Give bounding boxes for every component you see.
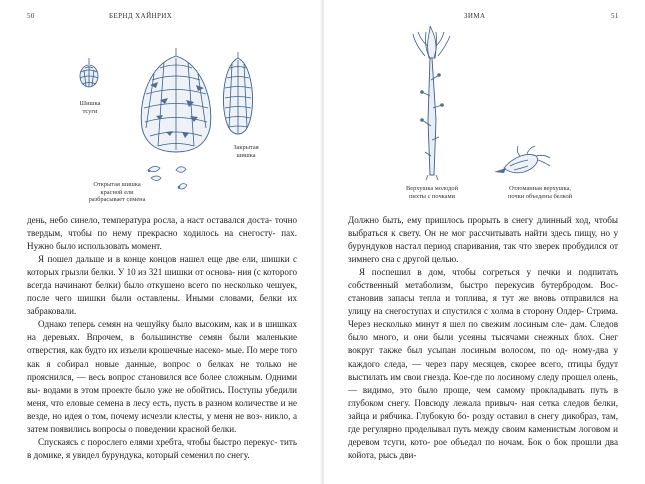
running-head-right: ЗИМА [464,12,486,20]
paragraph: Однако теперь семян на чешуйку было высоким, как и в шишках на деревьях. Впрочем, в большинстве семян были маленькие отверстия, как будто их изъели крошечные насеко- мые. По мере того как я собирал новые данные, вопрос о белках не только не прояснился, — весь вопрос становился все более сложным. Одними вы- водами в этом проекте было уже не обойтись. Поступы убедили меня, что еловые семена в лесу есть, пусть в разном количестве и не везде, но идея о том, почему исчезли клесты, у меня не воз- никло, а затем появились вопросы о поведении красной белки. [27,319,298,434]
left-body-text [27,214,297,462]
left-page [0,0,321,484]
caption-gnawed-top: Отломанная верхушка, почки объедены белкой [507,185,573,200]
caption-hemlock-cone: Шишка тсуги [79,100,101,115]
gnawed-top-drawing [494,146,550,173]
paragraph: день, небо синело, температура росла, а наст оставался доста- точно твердым, чтобы по нему прекрасно ходилось на снегосту- пах. Нужно было использовать момент. [27,215,297,252]
caption-open-cone: Открытая шишка красной ели разбрасывает семена [88,181,146,204]
right-page [324,0,645,484]
paragraph: Я поспешил в дом, чтобы согреться у печки и подпитать собственный метаболизм, быстро перекусив бутербродом. Вос- становив запасы тепла и топлива, я тут же вновь отправился на улицу на снегоступах и спустился с холма в сторону Олдер- Стрима. Через несколько минут я шел по свежим лосиным сле- дам. Следов было много, и они были усеяны тысячами снежных блох. Снег вокруг также был усыпан лосиным волосом, по од- ному-два у каждого следа, — через пару месяцев, скорее всего, птицы будут выстилать им свои гнезда. Кое-где по лосиному следу прошел олень, — видимо, это было проще, чем самому прокладывать путь в глубоком снегу. Повсюду лежала привыч- ная сетка следов белки, зайца и рябчика. Глубокую бо- розду оставил в снегу дикобраз, там, где регулярно проделывал путь между своим каменистым логовом и деревом тсуги, кото- рое объедал по ночам. Бок о бок прошли два койота, рысь дви- [348,267,619,460]
paragraph: Я пошел дальше и в конце концов нашел еще две ели, шишки с которых грызли белки. У 10 из 321 шишки от основа- ния (с которого всегда начинают белки) было откушено всего по несколько чешуек, после чего шишки были оставлены. Иными словами, белки их забраковали. [27,254,298,317]
page-number-right: 51 [611,12,619,20]
running-head-left: БЕРНД ХАЙНРИХ [109,12,173,20]
open-cone-drawing [141,48,211,152]
closed-cone-drawing [224,52,253,134]
hemlock-cone-drawing [80,58,98,87]
paragraph: Должно быть, ему пришлось прорыть в снегу длинный ход, чтобы выбраться к свету. Он не мог рассчитывать найти здесь пищу, но у бурундуков настал период спаривания, так что зверек пробудился от зимнего сна с другой целью. [348,215,618,265]
young-fir-top-drawing [413,26,450,180]
caption-closed-cone: Закрытая шишка [233,144,259,159]
caption-young-fir-top: Верхушка молодой пихты с почками [405,185,459,200]
page-number-left: 50 [27,12,35,20]
right-body-text [348,214,618,462]
seeds-drawing [148,166,187,189]
pine-cones-illustration [0,0,321,210]
fir-tops-illustration [324,0,645,210]
paragraph: Спускаясь с порослего елями хребта, чтобы быстро перекус- тить в домике, я увидел бурундука, который семенил по снегу. [27,436,297,460]
